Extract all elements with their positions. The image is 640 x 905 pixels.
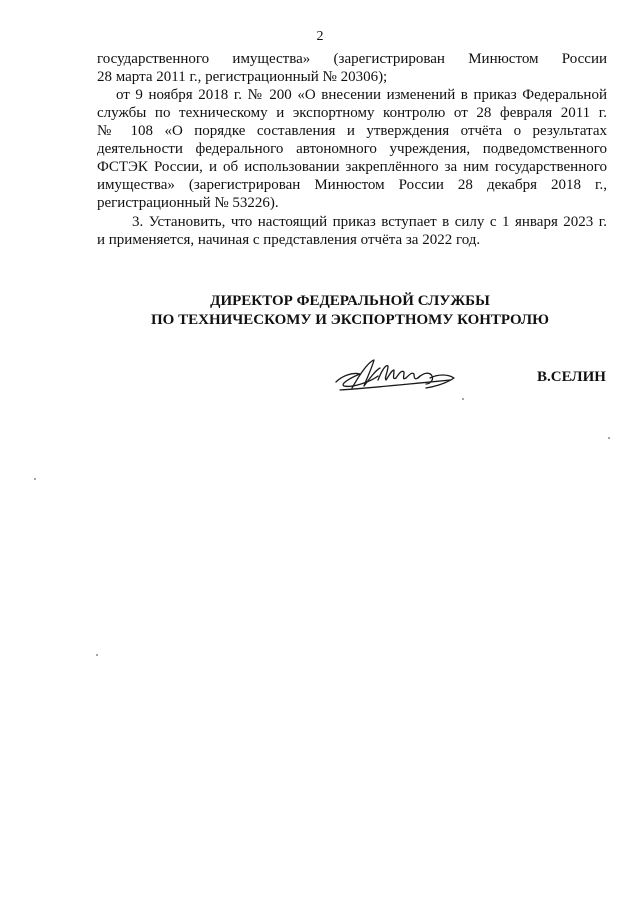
- scan-speck: [462, 398, 464, 400]
- paragraph-2-line-2: службы по техническому и экспортному контролю от 28 февраля 2011 г.: [97, 105, 607, 121]
- scan-speck: [96, 654, 98, 656]
- scan-speck: [608, 437, 610, 439]
- signer-name: В.СЕЛИН: [537, 369, 606, 385]
- scan-speck: [34, 478, 36, 480]
- paragraph-2-line-4: деятельности федерального автономного учреждения, подведомственного: [97, 141, 607, 157]
- director-title-line-2: ПО ТЕХНИЧЕСКОМУ И ЭКСПОРТНОМУ КОНТРОЛЮ: [151, 312, 549, 328]
- paragraph-1-line-1: государственного имущества» (зарегистрирован Минюстом России: [97, 51, 607, 67]
- page-number: 2: [316, 29, 324, 44]
- paragraph-3-line-2: и применяется, начиная с представления отчёта за 2022 год.: [97, 232, 481, 248]
- paragraph-2-line-6: имущества» (зарегистрирован Минюстом России 28 декабря 2018 г.,: [97, 177, 607, 193]
- paragraph-2-line-5: ФСТЭК России, и об использовании закреплённого за ним государственного: [97, 159, 607, 175]
- handwritten-signature-icon: [330, 348, 465, 398]
- paragraph-2-line-3: № 108 «О порядке составления и утверждения отчёта о результатах: [97, 123, 607, 139]
- paragraph-2-line-7: регистрационный № 53226).: [97, 195, 279, 211]
- paragraph-2-line-1: от 9 ноября 2018 г. № 200 «О внесении изменений в приказ Федеральной: [116, 87, 607, 103]
- paragraph-3-line-1: 3. Установить, что настоящий приказ вступает в силу с 1 января 2023 г.: [132, 214, 607, 230]
- director-title-line-1: ДИРЕКТОР ФЕДЕРАЛЬНОЙ СЛУЖБЫ: [210, 293, 490, 309]
- paragraph-1-line-2: 28 марта 2011 г., регистрационный № 20306);: [97, 69, 388, 85]
